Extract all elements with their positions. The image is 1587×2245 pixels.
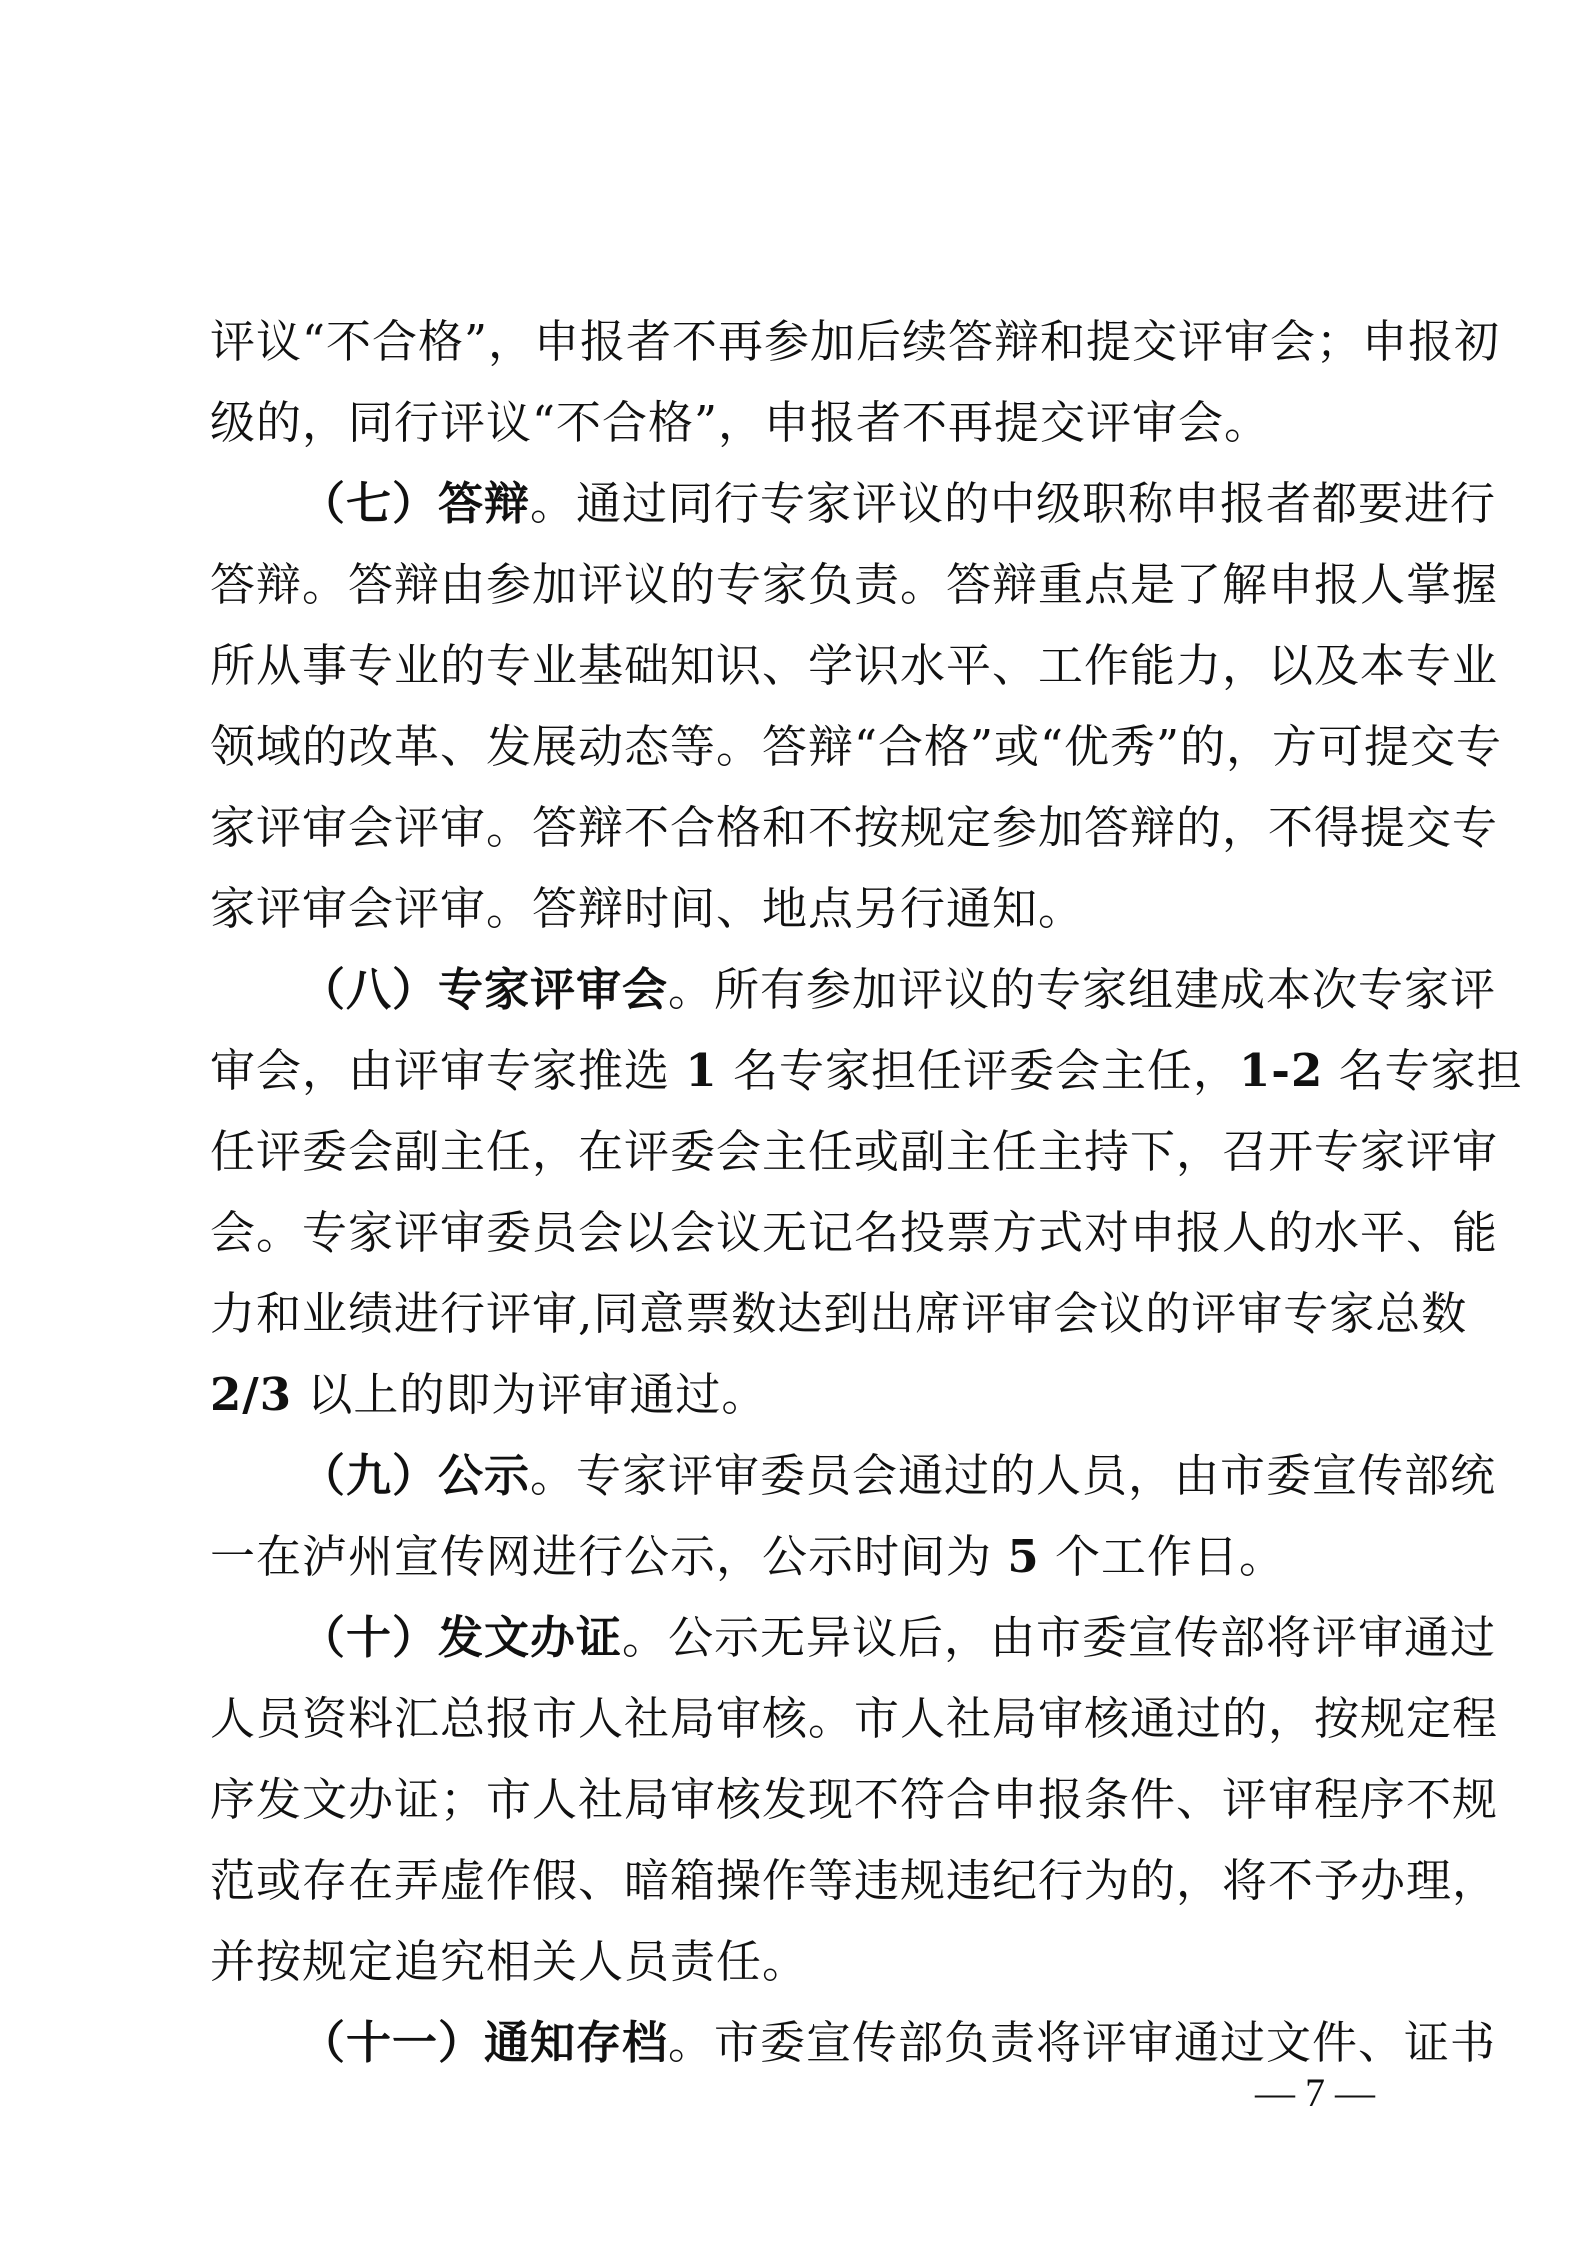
p8-line-6-num: 2/3 — [210, 1368, 293, 1421]
p6-tail-line-2: 级的，同行评议“不合格”，申报者不再提交评审会。 — [210, 396, 1271, 449]
p9-line-1 — [300, 1446, 1497, 1506]
p7-line-3: 所从事专业的专业基础知识、学识水平、工作能力，以及本专业 — [210, 639, 1499, 692]
p8-line-2-b: 名专家担任评委会主任， — [732, 1044, 1239, 1097]
p9-line-2-a: 一在泸州宣传网进行公示，公示时间为 — [210, 1530, 993, 1583]
p7-heading: （七）答辩 — [300, 477, 531, 530]
p8-line-1 — [300, 960, 1497, 1020]
p10-line-2: 人员资料汇总报市人社局审核。市人社局审核通过的，按规定程 — [210, 1692, 1499, 1745]
p8-line-1-text: 。所有参加评议的专家组建成本次专家评 — [668, 963, 1497, 1016]
p10-line-3: 序发文办证；市人社局审核发现不符合申报条件、评审程序不规 — [210, 1773, 1499, 1826]
p10-line-4: 范或存在弄虚作假、暗箱操作等违规违纪行为的，将不予办理， — [210, 1854, 1499, 1907]
p8-line-6 — [210, 1365, 1390, 1425]
p7-line-4: 领域的改革、发展动态等。答辩“合格”或“优秀”的，方可提交专 — [210, 720, 1503, 773]
p9-line-2-b: 个工作日。 — [1054, 1530, 1285, 1583]
p8-line-2-a: 审会，由评审专家推选 — [210, 1044, 671, 1097]
page-number: — 7 — — [1255, 2070, 1375, 2115]
p7-line-5: 家评审会评审。答辩不合格和不按规定参加答辩的，不得提交专 — [210, 801, 1499, 854]
p8-line-2 — [210, 1041, 1523, 1101]
p11-line-1 — [300, 2013, 1497, 2073]
p10-line-1 — [300, 1608, 1497, 1668]
p9-line-1-text: 。专家评审委员会通过的人员，由市委宣传部统 — [530, 1449, 1497, 1502]
p6-tail-line-1: 评议“不合格”，申报者不再参加后续答辩和提交评审会；申报初 — [210, 315, 1501, 368]
p8-line-4: 会。专家评审委员会以会议无记名投票方式对申报人的水平、能 — [210, 1206, 1499, 1259]
p10-heading: （十）发文办证 — [300, 1611, 623, 1664]
p8-line-2-c: 名专家担 — [1338, 1044, 1523, 1097]
p7-line-2: 答辩。答辩由参加评议的专家负责。答辩重点是了解申报人掌握 — [210, 558, 1499, 611]
p11-line-1-text: 。市委宣传部负责将评审通过文件、证书 — [668, 2016, 1497, 2069]
p8-heading: （八）专家评审会 — [300, 963, 669, 1016]
p7-line-6: 家评审会评审。答辩时间、地点另行通知。 — [210, 882, 1085, 935]
p8-line-2-num1: 1 — [685, 1044, 718, 1097]
p9-heading: （九）公示 — [300, 1449, 531, 1502]
p11-heading: （十一）通知存档 — [300, 2016, 669, 2069]
p8-line-2-num2: 1-2 — [1238, 1044, 1324, 1097]
p9-line-2 — [210, 1527, 1390, 1587]
p10-line-5: 并按规定追究相关人员责任。 — [210, 1935, 809, 1988]
p8-line-6-text: 以上的即为评审通过。 — [307, 1368, 768, 1421]
p8-line-5: 力和业绩进行评审,同意票数达到出席评审会议的评审专家总数 — [210, 1287, 1468, 1340]
p7-line-1 — [300, 474, 1497, 534]
p8-line-3: 任评委会副主任，在评委会主任或副主任主持下，召开专家评审 — [210, 1125, 1499, 1178]
p10-line-1-text: 。公示无异议后，由市委宣传部将评审通过 — [622, 1611, 1497, 1664]
p7-line-1-text: 。通过同行专家评议的中级职称申报者都要进行 — [530, 477, 1497, 530]
p9-line-2-num: 5 — [1007, 1530, 1040, 1583]
